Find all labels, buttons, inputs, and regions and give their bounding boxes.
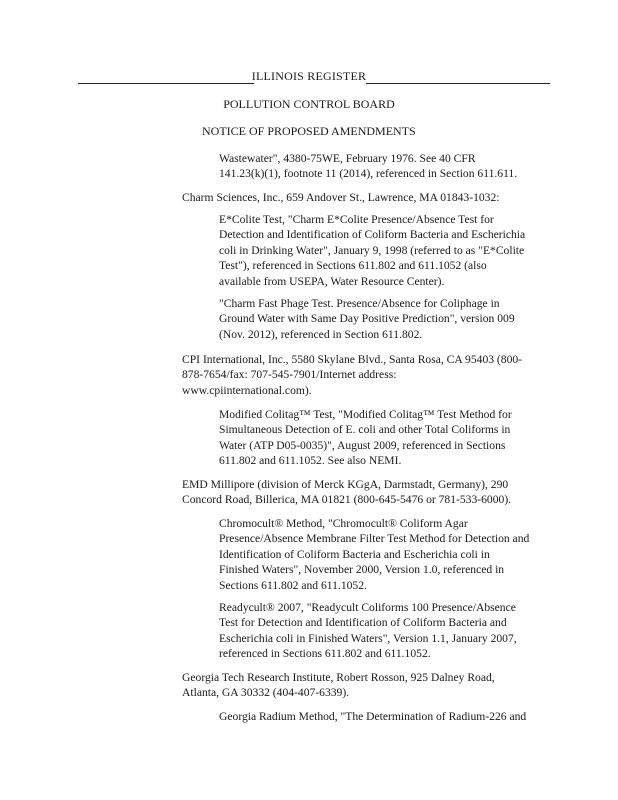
paragraph-chromocult <box>219 516 561 593</box>
text-line: Charm Sciences, Inc., 659 Andover St., Lawrence, MA 01843-1032: <box>182 191 500 204</box>
paragraph-georgia-radium <box>219 709 561 724</box>
text-line: available from USEPA, Water Resource Center). <box>219 274 445 288</box>
text-line: Identification of Coliform Bacteria and Escherichia coli in <box>219 547 490 561</box>
text-line: EMD Millipore (division of Merck KGgA, Darmstadt, Germany), 290 <box>182 478 509 491</box>
paragraph-cpi-international <box>182 352 562 398</box>
text-line: referenced in Sections 611.802 and 611.1052. <box>219 647 431 661</box>
text-line: 611.802 and 611.1052. See also NEMI. <box>219 454 402 468</box>
text-line: Georgia Tech Research Institute, Robert Rosson, 925 Dalney Road, <box>182 671 495 684</box>
paragraph-georgia-tech <box>182 670 562 701</box>
text-line: 141.23(k)(1), footnote 11 (2014), referenced in Section 611.611. <box>219 167 518 181</box>
register-title: ILLINOIS REGISTER <box>251 69 367 83</box>
text-line: Modified Colitag™ Test, "Modified Colitag™ Test Method for <box>219 408 512 421</box>
text-line: Test for Detection and Identification of Coliform Bacteria and <box>219 616 507 630</box>
text-line: Water (ATP D05-0035)", August 2009, referenced in Sections <box>219 438 506 452</box>
text-line: (Nov. 2012), referenced in Section 611.802. <box>219 327 423 341</box>
text-line: Atlanta, GA 30332 (404-407-6339). <box>182 686 350 700</box>
text-line: 878-7654/fax: 707-545-7901/Internet address: <box>182 368 397 382</box>
text-line: www.cpiinternational.com). <box>182 383 312 397</box>
paragraph-readycult <box>219 600 561 662</box>
text-line: "Charm Fast Phage Test. Presence/Absence for Coliphage in <box>219 297 500 310</box>
text-line: coli in Drinking Water", January 9, 1998 (referred to as "E*Colite <box>219 243 525 257</box>
paragraph-colitag <box>219 407 561 469</box>
text-line: Escherichia coli in Finished Waters", Version 1.1, January 2007, <box>219 631 517 645</box>
paragraph-ecolite <box>219 212 561 289</box>
text-line: Readycult® 2007, "Readycult Coliforms 100 Presence/Absence <box>219 601 516 614</box>
notice-title: NOTICE OF PROPOSED AMENDMENTS <box>202 124 416 138</box>
text-line: Chromocult® Method, "Chromocult® Coliform Agar <box>219 517 468 530</box>
text-line: Concord Road, Billerica, MA 01821 (800-645-5476 or 781-533-6000). <box>182 493 512 507</box>
paragraph-wastewater <box>219 151 561 182</box>
paragraph-charm-sciences <box>182 190 562 205</box>
board-title: POLLUTION CONTROL BOARD <box>223 97 395 111</box>
text-line: Finished Waters", November 2000, Version 1.0, referenced in <box>219 563 505 577</box>
text-line: Sections 611.802 and 611.1052. <box>219 578 367 592</box>
text-line: Georgia Radium Method, "The Determination of Radium-226 and <box>219 710 527 723</box>
text-line: Ground Water with Same Day Positive Prediction", version 009 <box>219 312 515 326</box>
text-line: Wastewater", 4380-75WE, February 1976. See 40 CFR <box>219 152 476 165</box>
text-line: Detection and Identification of Coliform Bacteria and Escherichia <box>219 228 526 242</box>
text-line: Simultaneous Detection of E. coli and other Total Coliforms in <box>219 423 511 437</box>
paragraph-fast-phage <box>219 296 561 342</box>
paragraph-emd-millipore <box>182 477 562 508</box>
text-line: Presence/Absence Membrane Filter Test Method for Detection and <box>219 532 530 546</box>
text-line: Test"), referenced in Sections 611.802 and 611.1052 (also <box>219 259 487 273</box>
text-line: E*Colite Test, "Charm E*Colite Presence/Absence Test for <box>219 213 494 226</box>
text-line: CPI International, Inc., 5580 Skylane Blvd., Santa Rosa, CA 95403 (800- <box>182 353 523 366</box>
